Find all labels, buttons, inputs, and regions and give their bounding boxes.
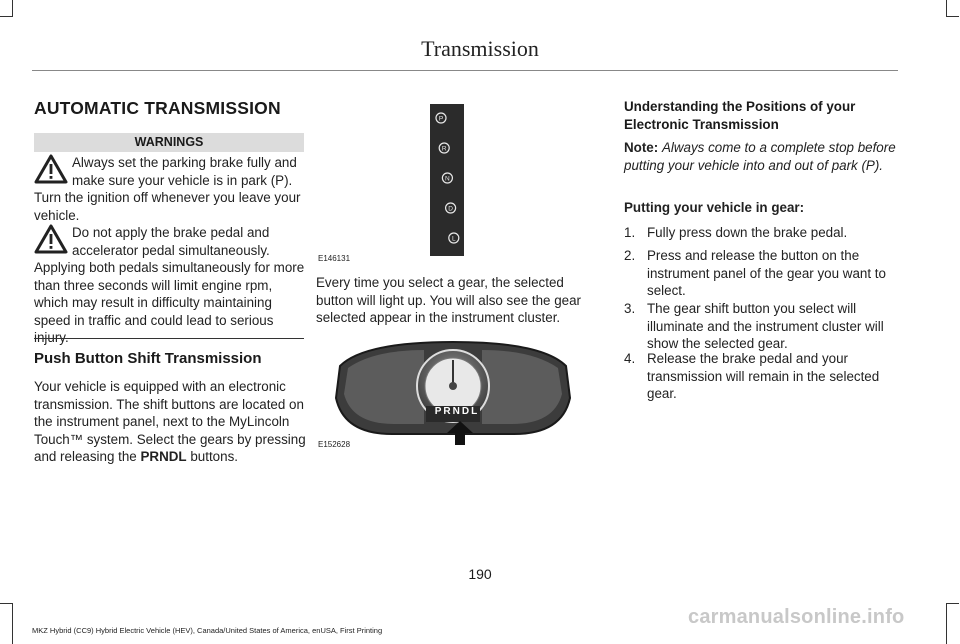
shift-button-label: D — [448, 205, 453, 213]
arrow-up-icon — [446, 420, 474, 446]
note-text: Always come to a complete stop before putting your vehicle into and out of park (P). — [624, 140, 896, 173]
note-label: Note: — [624, 140, 659, 155]
crop-mark-bottom-right — [946, 603, 959, 644]
note-paragraph — [624, 139, 900, 174]
right-title: Understanding the Positions of your Electronic Transmission — [624, 99, 856, 132]
step-text: Release the brake pedal and your transmission will remain in the selected gear. — [647, 351, 880, 401]
warning-1-first: Always set the parking brake fully and make sure your vehicle is in park (P). — [72, 155, 297, 188]
section-divider — [34, 338, 304, 339]
warning-triangle-icon — [34, 154, 68, 184]
page-header-title: Transmission — [421, 36, 539, 61]
figure-1-code: E146131 — [318, 254, 351, 263]
crop-mark-bottom-left — [0, 603, 13, 644]
push-button-title: Push Button Shift Transmission — [34, 350, 262, 367]
footer-text: MKZ Hybrid (CC9) Hybrid Electric Vehicle (HEV), Canada/United States of America, enUSA, First Printing — [32, 626, 383, 635]
warning-2-rest: Applying both pedals simultaneously for more than three seconds will limit engine rpm, which may result in difficulty maintaining speed in traffic and could lead to serious injury. — [34, 260, 305, 345]
section-title: AUTOMATIC TRANSMISSION — [34, 98, 281, 118]
shift-button-label: R — [441, 145, 447, 153]
step-number: 1. — [624, 225, 636, 240]
push-button-text-end: buttons. — [190, 449, 238, 464]
step-number: 3. — [624, 301, 636, 316]
push-button-paragraph — [34, 378, 306, 466]
warning-triangle-icon — [34, 224, 68, 254]
shift-button-label: L — [451, 235, 456, 243]
shift-button-label: N — [445, 175, 450, 183]
step-text: Press and release the button on the instrument panel of the gear you want to select. — [647, 248, 886, 298]
page-number: 190 — [468, 566, 492, 582]
shift-button-label: P — [438, 115, 444, 123]
step-text: The gear shift button you select will illuminate and the instrument cluster will show the selected gear. — [647, 301, 884, 351]
watermark: carmanualsonline.info — [688, 606, 905, 628]
shift-button-panel — [430, 104, 464, 256]
step-text: Fully press down the brake pedal. — [647, 225, 848, 240]
steps-list — [624, 224, 900, 401]
step-number: 4. — [624, 351, 636, 366]
header-divider — [32, 70, 898, 71]
warning-2-first: Do not apply the brake pedal and accelerator pedal simultaneously. — [72, 225, 270, 258]
step-number: 2. — [624, 248, 636, 263]
gear-heading: Putting your vehicle in gear: — [624, 200, 805, 215]
warnings-label: WARNINGS — [34, 133, 304, 152]
push-button-text: Your vehicle is equipped with an electronic transmission. The shift buttons are located on the instrument panel, next to the MyLincoln Touch™ system. Select the gears by pressing and releasing the — [34, 379, 306, 464]
crop-mark-top-right — [946, 0, 959, 17]
crop-mark-top-left — [0, 0, 13, 17]
middle-paragraph: Every time you select a gear, the selected button will light up. You will also see the gear selected appear in the instrument cluster. — [316, 275, 582, 325]
warning-1-rest: Turn the ignition off whenever you leave your vehicle. — [34, 190, 301, 223]
figure-2-code: E152628 — [318, 440, 351, 449]
cluster-gear-display: PRNDL — [434, 406, 480, 417]
prndl-bold: PRNDL — [140, 449, 187, 464]
